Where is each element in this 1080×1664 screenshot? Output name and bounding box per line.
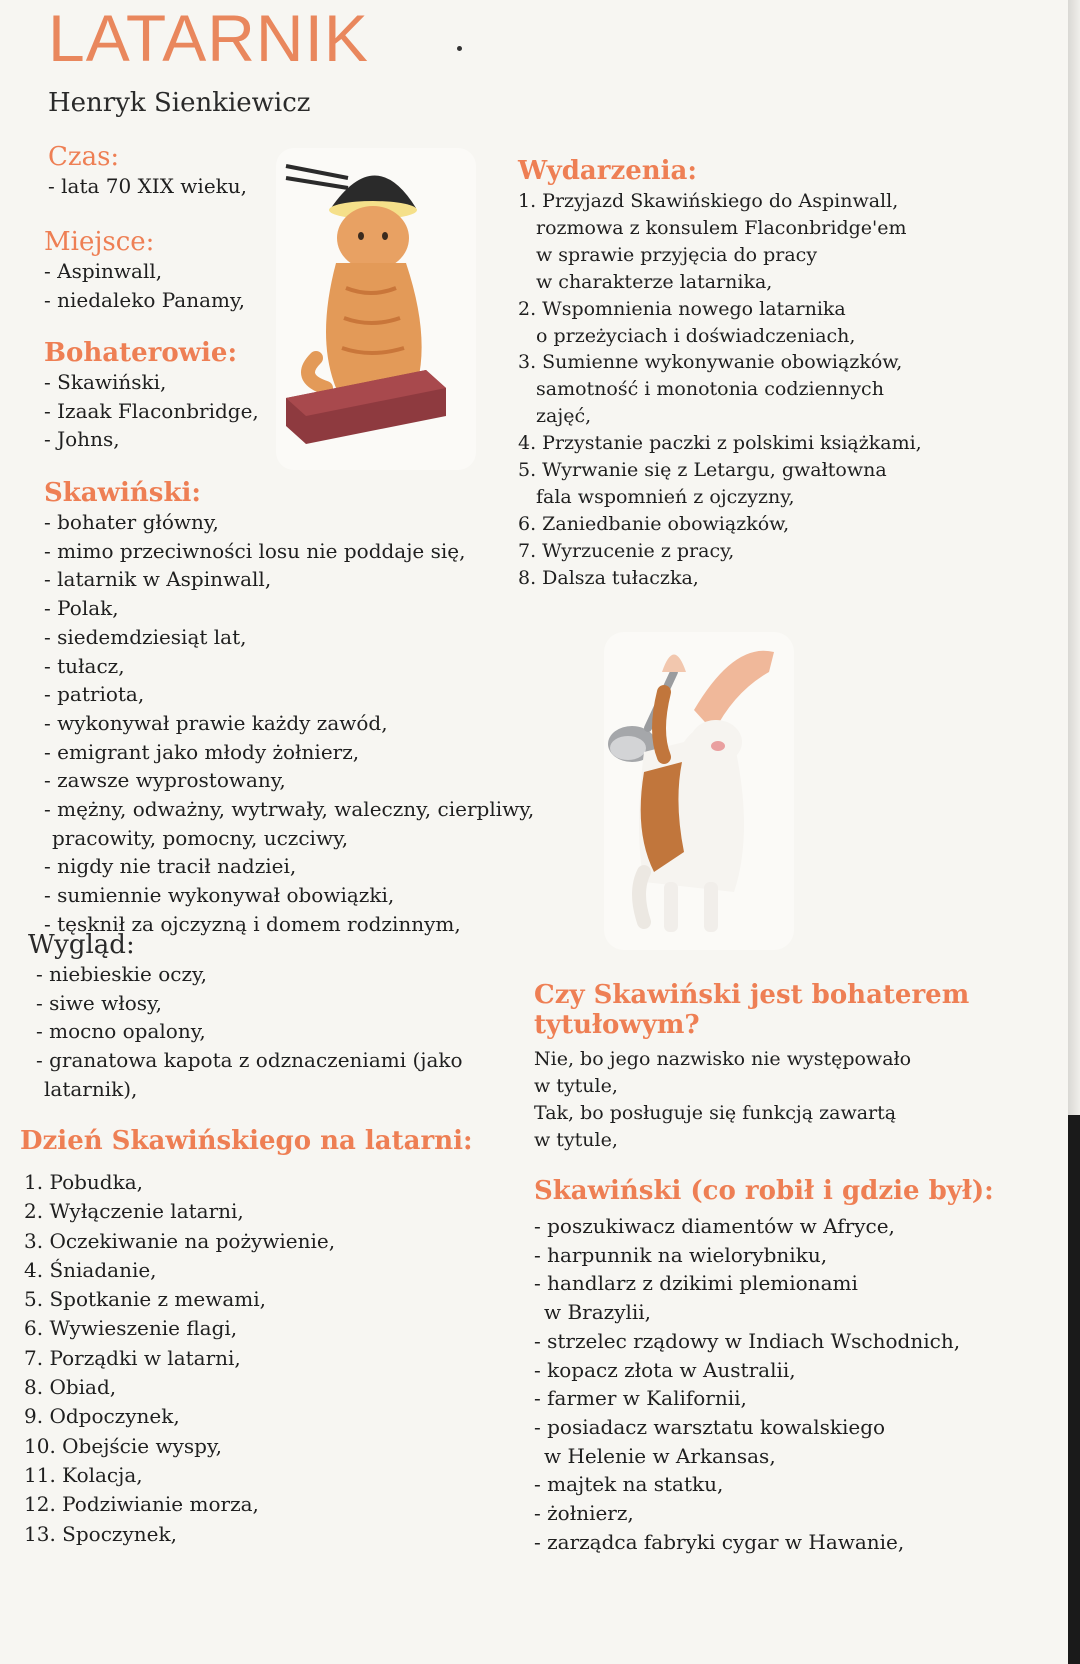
- skawinski-heading: Skawiński:: [44, 478, 201, 508]
- list-item: - siedemdziesiąt lat,: [44, 623, 534, 652]
- list-item: rozmowa z konsulem Flaconbridge'em: [536, 216, 907, 239]
- list-item: o przeżyciach i doświadczeniach,: [536, 324, 856, 347]
- list-item: - emigrant jako młody żołnierz,: [44, 738, 534, 767]
- section-bohaterowie: [44, 338, 259, 454]
- czas-heading: Czas:: [48, 142, 120, 172]
- list-item: - niedaleko Panamy,: [44, 286, 245, 315]
- list-item: - poszukiwacz diamentów w Afryce,: [534, 1212, 994, 1241]
- list-item: 12. Podziwianie morza,: [24, 1492, 259, 1517]
- list-item: w Brazylii,: [544, 1300, 652, 1325]
- list-item: 4. Przystanie paczki z polskimi książkami,: [518, 432, 922, 455]
- list-item: pracowity, pomocny, uczciwy,: [52, 825, 349, 850]
- section-miejsce: [44, 227, 245, 314]
- section-czas: [48, 142, 247, 201]
- list-item: 6. Wywieszenie flagi,: [24, 1316, 238, 1341]
- list-item: - kopacz złota w Australii,: [534, 1356, 994, 1385]
- list-item: 3. Sumienne wykonywanie obowiązków,: [518, 351, 903, 374]
- tytulowy-heading-cont: tytułowym?: [534, 1010, 700, 1040]
- section-dzien: [20, 1126, 473, 1549]
- list-item: - zawsze wyprostowany,: [44, 766, 534, 795]
- list-item: 7. Wyrzucenie z pracy,: [518, 539, 735, 562]
- list-item: zajęć,: [536, 405, 592, 428]
- zawody-list: [534, 1212, 994, 1556]
- list-item: - Johns,: [44, 425, 259, 454]
- list-item: - siwe włosy,: [36, 989, 463, 1018]
- list-item: - mężny, odważny, wytrwały, waleczny, cierpliwy,: [44, 795, 534, 824]
- list-item: 1. Przyjazd Skawińskiego do Aspinwall,: [518, 190, 899, 212]
- list-item: 11. Kolacja,: [24, 1462, 143, 1487]
- list-item: - granatowa kapota z odznaczeniami (jako: [36, 1046, 463, 1075]
- wydarzenia-list: [518, 188, 922, 592]
- list-item: - tęsknił za ojczyzną i domem rodzinnym,: [44, 910, 534, 939]
- list-item: 8. Obiad,: [24, 1375, 117, 1400]
- list-item: - tułacz,: [44, 652, 534, 681]
- list-item: 13. Spoczynek,: [24, 1521, 177, 1546]
- tytulowy-heading: Czy Skawiński jest bohaterem: [534, 980, 970, 1010]
- list-item: 7. Porządki w latarni,: [24, 1345, 241, 1370]
- list-item: - żołnierz,: [534, 1499, 994, 1528]
- list-item: 5. Wyrwanie się z Letargu, gwałtowna: [518, 459, 887, 482]
- cat-shower-sticker-icon: [604, 632, 794, 950]
- bohaterowie-list: [44, 368, 259, 454]
- wyglad-list: [36, 960, 463, 1104]
- list-item: 2. Wspomnienia nowego latarnika: [518, 297, 846, 320]
- list-item: - sumiennie wykonywał obowiązki,: [44, 881, 534, 910]
- list-item: - handlarz z dzikimi plemionami: [534, 1269, 994, 1298]
- section-tytulowy: [534, 980, 969, 1154]
- section-wyglad: [28, 930, 463, 1104]
- dzien-list: [24, 1168, 473, 1549]
- list-item: 2. Wyłączenie latarni,: [24, 1199, 244, 1224]
- list-item: - lata 70 XIX wieku,: [48, 172, 247, 201]
- list-item: 5. Spotkanie z mewami,: [24, 1287, 266, 1312]
- list-item: - mimo przeciwności losu nie poddaje się,: [44, 537, 534, 566]
- list-item: samotność i monotonia codziennych: [536, 378, 884, 401]
- section-wydarzenia: [518, 156, 922, 592]
- list-item: - Aspinwall,: [44, 257, 245, 286]
- list-item: - majtek na statku,: [534, 1470, 994, 1499]
- list-item: - Polak,: [44, 594, 534, 623]
- list-item: latarnik),: [44, 1076, 138, 1101]
- author-name: Henryk Sienkiewicz: [48, 88, 311, 118]
- tytulowy-answer: Nie, bo jego nazwisko nie występowało: [534, 1048, 912, 1070]
- list-item: - Izaak Flaconbridge,: [44, 397, 259, 426]
- list-item: - niebieskie oczy,: [36, 960, 463, 989]
- list-item: 10. Obejście wyspy,: [24, 1433, 222, 1458]
- list-item: - mocno opalony,: [36, 1017, 463, 1046]
- list-item: - farmer w Kalifornii,: [534, 1384, 994, 1413]
- page-title: LATARNIK: [48, 1, 369, 75]
- list-item: - harpunnik na wielorybniku,: [534, 1241, 994, 1270]
- zawody-heading: Skawiński (co robił i gdzie był):: [534, 1176, 994, 1206]
- list-item: - wykonywał prawie każdy zawód,: [44, 709, 534, 738]
- wydarzenia-heading: Wydarzenia:: [518, 156, 697, 186]
- list-item: fala wspomnień z ojczyzny,: [536, 485, 795, 508]
- tytulowy-answer: w tytule,: [534, 1129, 618, 1151]
- tytulowy-answer: Tak, bo posługuje się funkcją zawartą: [534, 1102, 897, 1124]
- cat-lamp-sticker-icon: [276, 148, 476, 470]
- wyglad-heading: Wygląd:: [28, 930, 135, 960]
- miejsce-list: [44, 257, 245, 314]
- section-skawinski: [44, 478, 534, 939]
- list-item: w Helenie w Arkansas,: [544, 1443, 776, 1468]
- list-item: 6. Zaniedbanie obowiązków,: [518, 512, 790, 535]
- tytulowy-answer: w tytule,: [534, 1075, 618, 1097]
- list-item: - nigdy nie tracił nadziei,: [44, 852, 534, 881]
- list-item: 9. Odpoczynek,: [24, 1404, 180, 1429]
- dzien-heading: Dzień Skawińskiego na latarni:: [20, 1126, 473, 1156]
- list-item: - patriota,: [44, 680, 534, 709]
- list-item: w charakterze latarnika,: [536, 270, 773, 293]
- list-item: 8. Dalsza tułaczka,: [518, 566, 699, 589]
- czas-list: [48, 172, 247, 201]
- list-item: - strzelec rządowy w Indiach Wschodnich,: [534, 1327, 994, 1356]
- list-item: - zarządca fabryki cygar w Hawanie,: [534, 1528, 994, 1557]
- list-item: 3. Oczekiwanie na pożywienie,: [24, 1228, 336, 1253]
- section-zawody: [534, 1176, 994, 1556]
- list-item: - Skawiński,: [44, 368, 259, 397]
- page-edge-dark: [1068, 1115, 1080, 1664]
- ink-dot: [457, 46, 462, 51]
- miejsce-heading: Miejsce:: [44, 227, 155, 257]
- list-item: 1. Pobudka,: [24, 1170, 144, 1194]
- list-item: w sprawie przyjęcia do pracy: [536, 243, 818, 266]
- list-item: 4. Śniadanie,: [24, 1257, 157, 1282]
- skawinski-list: [44, 508, 534, 939]
- list-item: - latarnik w Aspinwall,: [44, 565, 534, 594]
- list-item: - posiadacz warsztatu kowalskiego: [534, 1413, 994, 1442]
- bohaterowie-heading: Bohaterowie:: [44, 338, 238, 368]
- list-item: - bohater główny,: [44, 508, 534, 537]
